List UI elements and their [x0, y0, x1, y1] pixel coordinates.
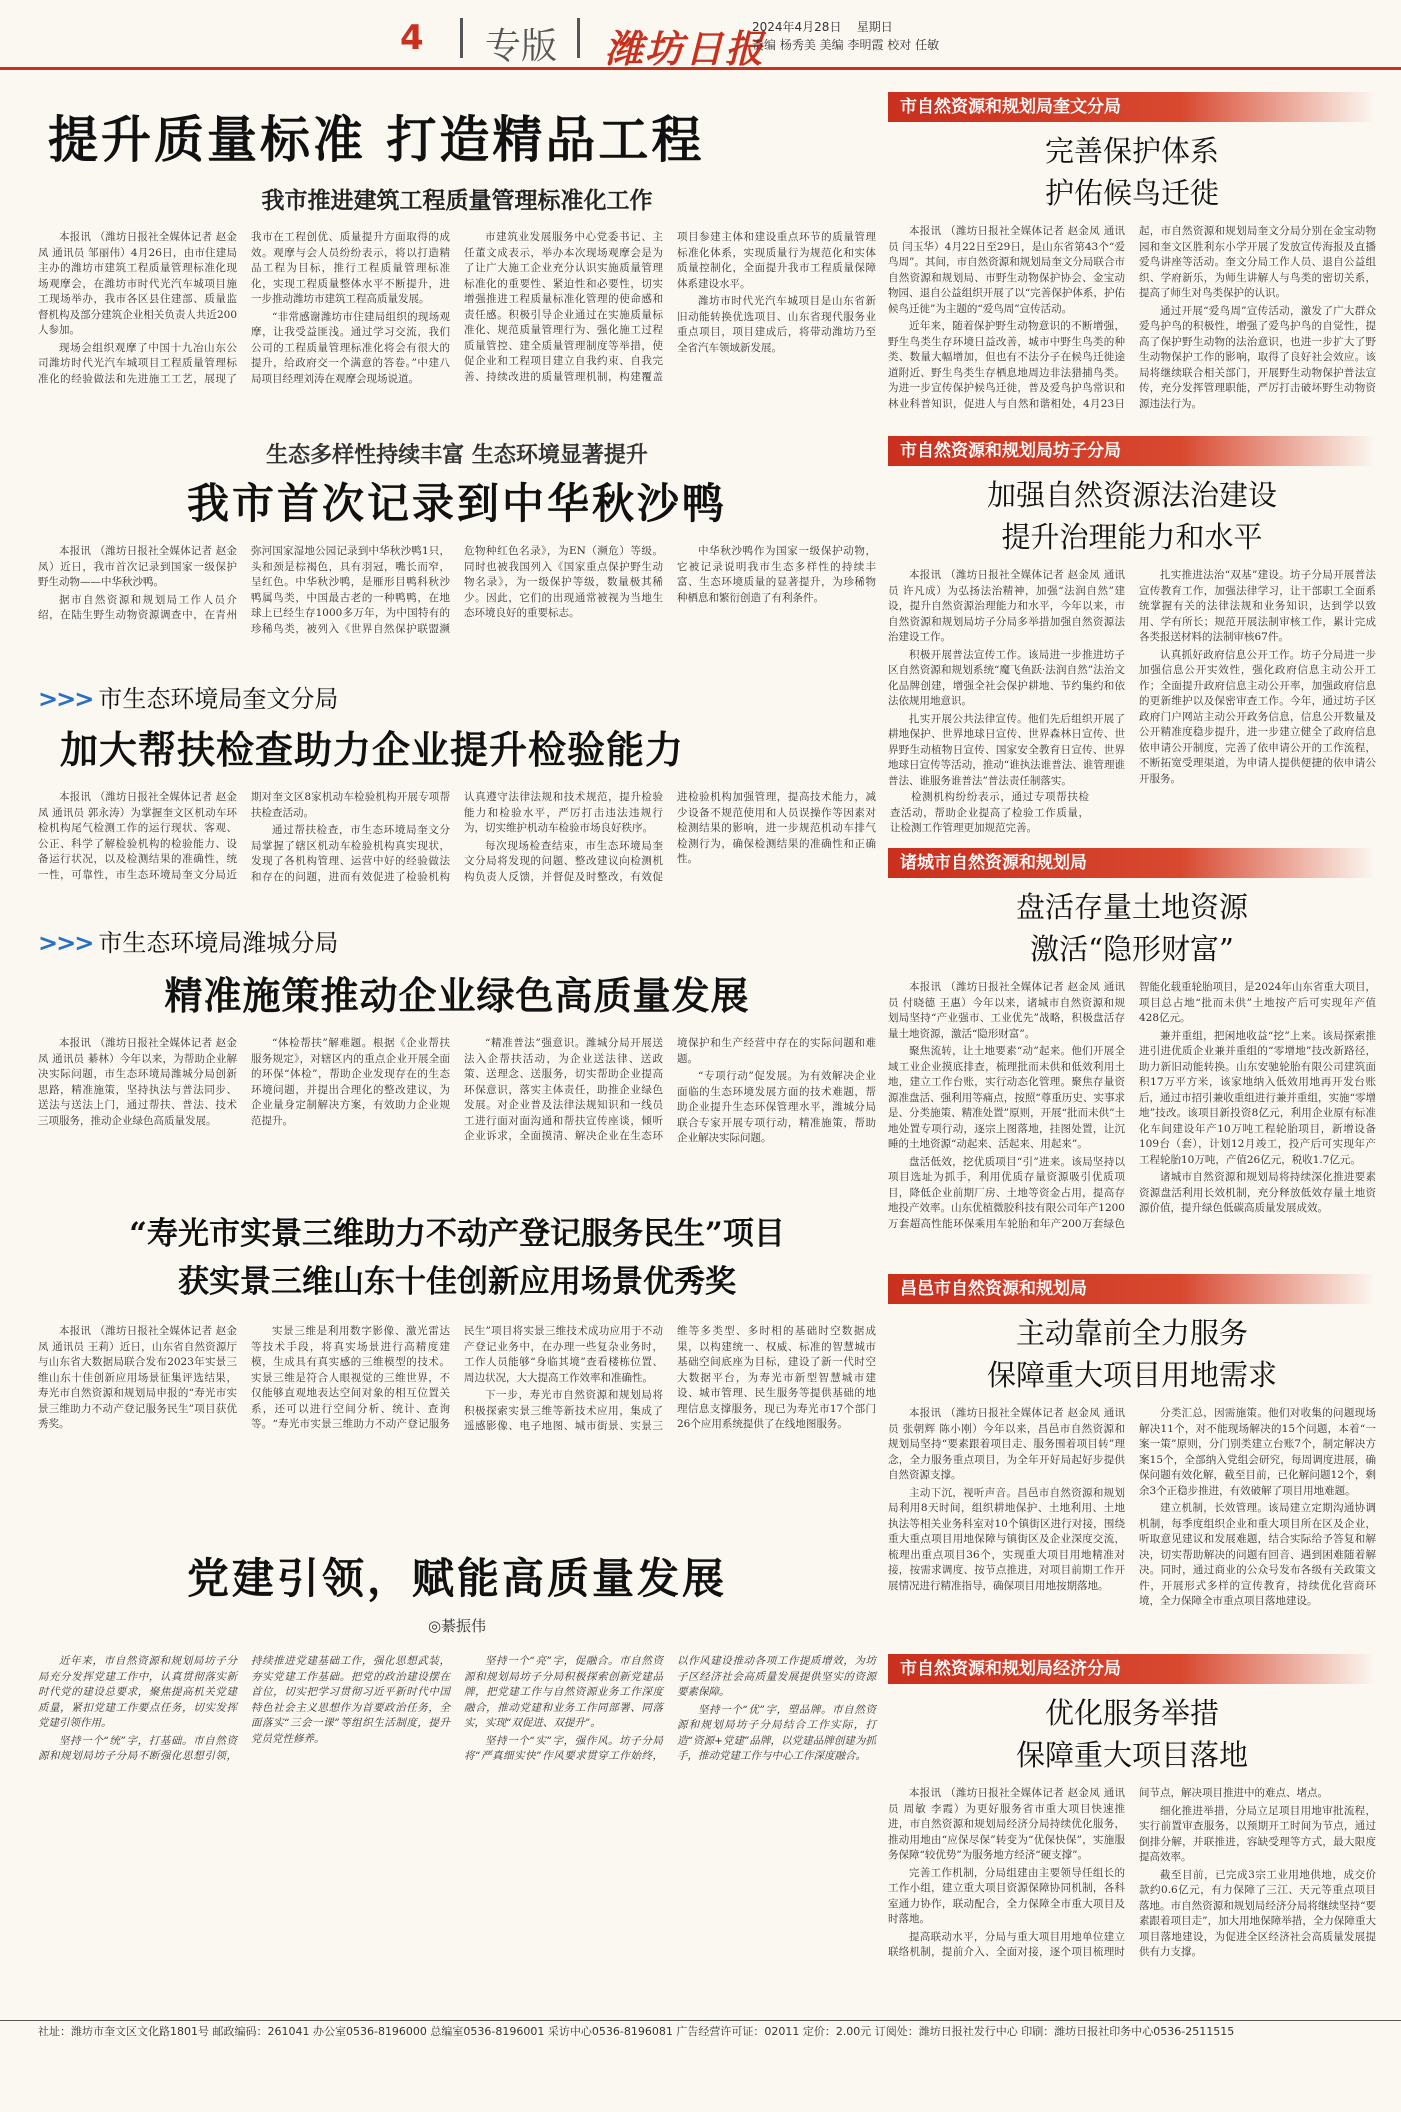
sidebar-article-kuiwen — [888, 92, 1376, 436]
paragraph: 本报讯 （潍坊日报社全媒体记者 赵金凤 通讯员 周敏 李霞）为更好服务省市重大项目快速推进，市自然资源和规划局经济分局持续优化服务，推动用地由“应保尽保”转变为“优保快保”，实施服务保障“较优势”为服务地方经济“硬支撑”。 — [888, 1787, 1125, 1861]
paragraph: 通过开展“爱鸟周”宣传活动，激发了广大群众爱鸟护鸟的积极性，增强了爱鸟护鸟的自觉性，提高了保护野生动物的法治意识，也进一步扩大了野生动物保护工作的影响，取得了良好社会效应。该局将继续联合相关部门，开展野生动物保护普法宣传，充分发挥管理职能，严厉打击破坏野生动物资源违法行为。 — [1139, 304, 1376, 410]
paragraph: “体检帮扶”解难题。根据《企业帮扶服务规定》，对辖区内的重点企业开展全面的环保“体检”，帮助企业发现存在的生态环境问题，并提出合理化的整改建议，为企业量身定制解决方案，有效助力企业规范提升。 — [251, 1037, 450, 1127]
section-band: 诸城市自然资源和规划局 — [888, 848, 1376, 878]
sidebar-article-changyi — [888, 1274, 1376, 1654]
headline-line-1: 盘活存量土地资源 — [1015, 890, 1248, 924]
paragraph: 坚持一个“亮”字，促融合。市自然资源和规划局坊子分局积极探索创新党建品牌，把党建工作与自然资源业务工作深度融合，推动党建和业务工作同部署、同落实，实现“双促进、双提升”。 — [464, 1655, 663, 1729]
headline-line-2: 保障重大项目用地需求 — [986, 1358, 1277, 1392]
headline-line-2: 护佑候鸟迁徙 — [1044, 176, 1219, 210]
paragraph: 通过帮扶检查，市生态环境局奎文分局掌握了辖区机动车检验机构真实现状，发现了各机构管理、运营中好的经验做法和存在的问题，进而有效促进了检验机构认真遵守法律法规和技术规范，提升检验能力和检验水平，严厉打击违法违规行为，切实维护机动车检验市场良好秩序。 — [251, 791, 663, 883]
article-3d-realscene — [38, 1212, 876, 1542]
paragraph: 兼并重组，把闲地收益“挖”上来。该局探索推进引进优质企业兼并重组的“零增地”技改新路径，助力新旧动能转换。山东安驰轮胎有限公司建筑面积17万平方米，该家地纳入低效用地再开发台账后，通过市招引兼收重组进行兼并重组，实施“零增地”技改。该项目新投资8亿元，利用企业原有标准化车间建设年产10万吨工程轮胎项目，新增设备109台（套），计划12月竣工，投产后可实现年产工程轮胎10万吨，产值26亿元，税收1.7亿元。 — [1139, 1029, 1376, 1166]
paragraph: 截至目前，已完成3宗工业用地供地，成交价款约0.6亿元，有力保障了三江、天元等重点项目落地。市自然资源和规划局经济分局将继续坚持“要素跟着项目走”，加大用地保障举措，全力保障重大项目落地建设，为促进全区经济社会高质量发展提供有力支撑。 — [1139, 1868, 1376, 1958]
paragraph: 扎实开展公共法律宣传。他们先后组织开展了耕地保护、世界地球日宣传、世界森林日宣传、世界野生动植物日宣传、国家安全教育日宣传、世界地球日宣传等活动，推动“谁执法谁普法、谁管理谁普法、谁服务谁普法”普法责任制落实。 — [888, 712, 1125, 787]
paragraph: 本报讯 （潍坊日报社全媒体记者 赵金凤 通讯员 王莉）近日，山东省自然资源厅与山东省大数据局联合发布2023年实景三维山东十佳创新应用场景征集评选结果，寿光市自然资源和规划局申报的“寿光市实景三维助力不动产登记服务民生”项目获优秀奖。 — [38, 1325, 237, 1430]
paragraph: 下一步，寿光市自然资源和规划局将积极探索实景三维等新技术应用，集成了遥感影像、电子地图、城市街景、实景三维等多类型、多时相的基础时空数据成果，以构建统一、权威、标准的智慧城市基础空间底座为目标，建设了新一代时空大数据平台，为寿光市新型智慧城市建设、城市管理、民生服务等提供基础的地理信息支撑服务，现已为寿光市17个部门26个应用系统提供了在线地图服务。 — [464, 1325, 876, 1432]
headline: 提升质量标准 打造精品工程 — [48, 110, 705, 169]
paragraph: 扎实推进法治“双基”建设。坊子分局开展普法宣传教育工作，加强法律学习，让干部职工全面系统掌握有关的法律法规和业务知识，达到学以致用、学有所长；规范开展法制审核工作，累计完成各类报送材料的法制审核67件。 — [1139, 569, 1376, 643]
byline: ◎綦振伟 — [427, 1617, 487, 1635]
paragraph: “精准普法”强意识。潍城分局开展送法入企帮扶活动，为企业送法律、送政策、送理念、送服务，切实帮助企业提高环保意识，落实主体责任，助推企业绿色发展。对企业普及法律法规知识和一线员工进行面对面沟通和帮扶宣传座谈，倾听企业诉求，全面摸清、解决企业在生态环境保护和生产经营中存在的实际问题和难题。 — [464, 1037, 876, 1142]
paragraph: 细化推进举措，分局立足项目用地审批流程，实行前置审查服务，以预期开工时间为节点，通过倒排分解，并联推进，容缺受理等方式，最大限度提高效率。 — [1139, 1804, 1376, 1863]
article-merganser — [38, 442, 876, 672]
paragraph: 坚持一个“统”字，打基础。市自然资源和规划局坊子分局不断强化思想引领，持续推进党建基础工作，强化思想武装，夯实党建工作基础。把党的政治建设摆在首位，切实把学习贯彻习近平新时代中国特色社会主义思想作为首要政治任务，全面落实“三会一课”等组织生活制度，提升党员党性修养。 — [38, 1655, 450, 1762]
sidebar-article-zhucheng — [888, 848, 1376, 1274]
article-body — [888, 980, 1376, 1270]
paragraph: 本报讯 （潍坊日报社全媒体记者 赵金凤 通讯员 许凡成）为弘扬法治精神，加强“法润自然”建设，提升自然资源治理能力和水平，今年以来，市自然资源和规划局坊子分局多举措加强自然资源法治建设工作。 — [888, 569, 1125, 643]
headline-line-2: 获实景三维山东十佳创新应用场景优秀奖 — [178, 1264, 736, 1300]
footer: 社址：潍坊市奎文区文化路1801号 邮政编码：261041 办公室0536-8196000 总编室0536-8196001 采访中心0536-8196081 广告经营许可证：02011 定价：2.00元 订阅处：潍坊日报社发行中心 印刷：潍坊日报社印务中心0536-2511515 — [0, 2020, 1401, 2042]
paragraph: “非常感谢潍坊市住建局组织的现场观摩，让我受益匪浅。通过学习交流，我们公司的工程质量管理标准化将会有很大的提升，给政府交一个满意的答卷。”中建八局项目经理刘涛在观摩会现场说道。 — [251, 310, 450, 385]
headline-line-1: 完善保护体系 — [1044, 134, 1219, 168]
article-construction-quality — [38, 110, 876, 420]
paragraph: 坚持一个“实”字，强作风。坊子分局将“严真细实快”作风要求贯穿工作始终，以作风建设推动各项工作提质增效，为坊子区经济社会高质量发展提供坚实的资源要素保障。 — [464, 1655, 876, 1762]
department-heading — [38, 928, 876, 958]
paragraph: 诸城市自然资源和规划局将持续深化推进要素资源盘活利用长效机制，充分释放低效存量土地资源价值，提升绿色低碳高质量发展成效。 — [1139, 1171, 1376, 1214]
article-body — [888, 224, 1376, 434]
section-band: 市自然资源和规划局经济分局 — [888, 1654, 1376, 1684]
article-body — [888, 568, 1376, 844]
headline: 党建引领，赋能高质量发展 — [186, 1554, 727, 1603]
paragraph: 盘活低效，挖优质项目“引”进来。该局坚持以项目选址为抓手，利用优质存量资源吸引优质项目，降低企业前期厂房、土地等资金占用，提高存地投产效率。山东优植微胶科技有限公司年产1200万套超高性能环保乘用车轮胎和年产200万套绿色智能化载重轮胎项目，是2024年山东省重大项目，项目总占地“批而未供”土地按产后可实现年产值428亿元。 — [888, 981, 1376, 1230]
article-body — [888, 1406, 1376, 1650]
paragraph: 本报讯 （潍坊日报社全媒体记者 赵金凤 通讯员 郭永涛）为掌握奎文区机动车环检机构尾气检测工作的运行现状、客观、公正、科学了解检验机构的检验能力、设备运行状况，以及检测结果的准确性，统一性，可靠性，市生态环境局奎文分局近期对奎文区8家机动车检验机构开展专项帮扶检查活动。 — [38, 791, 450, 881]
masthead-info — [752, 18, 939, 54]
sidebar-column — [888, 92, 1376, 1994]
headline-line-2: 提升治理能力和水平 — [1001, 520, 1263, 554]
paragraph: 坚持一个“优”字，塑品牌。市自然资源和规划局坊子分局结合工作实际，打造“资源+党建”品牌，以党建品牌创建为抓手，推动党建工作与中心工作深度融合。 — [677, 1703, 876, 1762]
article-green-development — [38, 928, 876, 1198]
paragraph: 本报讯 （潍坊日报社全媒体记者 赵金凤 通讯员 邹丽伟）4月26日，由市住建局主办的潍坊市建筑工程质量管理标准化现场观摩会，在潍坊市时代光汽车城项目施工现场举办，我市各区县住建部、质量监督机构及部分建筑企业相关负责人共近200人参加。 — [38, 231, 237, 336]
headline-line-2: 保障重大项目落地 — [1015, 1738, 1248, 1772]
paragraph: 积极开展普法宣传工作。该局进一步推进坊子区自然资源和规划系统“魔飞鱼跃·法润自然”法治文化品牌创建，增强全社会保护耕地、节约集约和依法依规用地意识。 — [888, 648, 1125, 707]
article-body — [38, 1036, 876, 1160]
headline: 我市首次记录到中华秋沙鸭 — [186, 479, 727, 528]
paragraph: 完善工作机制，分局组建由主要领导任组长的工作小组，建立重大项目资源保障协同机制，各科室通力协作，联动配合，全力保障全市重大项目及时落地。 — [888, 1866, 1125, 1925]
issue-weekday: 星期日 — [856, 20, 893, 34]
paragraph: 近年来，随着保护野生动物意识的不断增强，野生鸟类生存环境日益改善，城市中野生鸟类的种类、数量大幅增加，但也有不法分子在候鸟迁徙途道附近、野生鸟类生存栖息地周边非法猎捕鸟类。为进一步宣传保护候鸟迁徙，普及爱鸟护鸟常识和林业科普知识，促进人与自然和谐相处，4月23日起，市自然资源和规划局奎文分局分别在金宝动物园和奎文区胜利东小学开展了发放宣传海报及直播爱鸟讲座等活动。奎文分局工作人员、退自公益组织、学府新乐，为师生讲解人与鸟类的密切关系，提高了师生对鸟类保护的认识。 — [888, 225, 1376, 410]
sidebar-article-economic — [888, 1654, 1376, 1994]
department-name: 市生态环境局潍城分局 — [98, 929, 339, 957]
department-heading — [38, 684, 876, 714]
paragraph: 主动下沉，视听声音。昌邑市自然资源和规划局利用8天时间，组织耕地保护、土地利用、土地执法等相关业务科室对10个镇街区进行对接，围绕重大重点项目用地保障与镇街区及企业深度交流，梳理出重点项目36个，实现重大项目用地精准对接，按需求调度、按节点推进，对项目前期工作开展情况进行精准指导，确保项目用地按期落地。 — [888, 1486, 1125, 1592]
paragraph: 近年来，市自然资源和规划局坊子分局充分发挥党建工作中，认真贯彻落实新时代党的建设总要求，聚焦提高机关党建质量，紧扣党建工作要点任务，切实发挥党建引领作用。 — [38, 1655, 237, 1729]
paragraph: 市建筑业发展服务中心党委书记、主任董文成表示，举办本次现场观摩会是为了让广大施工企业充分认识实施质量管理标准化的重要性、紧迫性和必要性，切实增强推进工程质量标准化管理的使命感和责任感。积极引导企业通过在实施质量标准化、规范质量管理行为、强化施工过程质量管控、建全质量管理制度等举措，使促企业和工程项目建立自我约束、自我完善、持续改进的质量管理机制，构建覆盖项目参建主体和建设重点环节的质量管理标准化体系，实现质量行为规范化和实体质量控制化，全面提升我市工程质量保障体系建设水平。 — [464, 231, 876, 383]
headline-line-1: 主动靠前全力服务 — [1015, 1316, 1248, 1350]
headline-line-2: 激活“隐形财富” — [1030, 932, 1234, 966]
subheadline: 我市推进建筑工程质量管理标准化工作 — [261, 187, 653, 214]
paragraph: 据市自然资源和规划局工作人员介绍，在陆生野生动物资源调查中，在青州弥河国家湿地公园记录到中华秋沙鸭1只，头和颈是棕褐色，具有羽冠，嘴长而窄，呈红色。中华秋沙鸭，是雁形目鸭科秋沙鸭属鸟类，中国最古老的一种鸭鸭，在地球上已经生存1000多万年，为中国特有的珍稀鸟类，被列入《世界自然保护联盟濒危物种红色名录》，为EN（濒危）等级。同时也被我国列入《国家重点保护野生动物名录》，为一级保护等级，数量极其稀少。因此，它们的出现通常被视为当地生态环境良好的重要标志。 — [38, 545, 663, 635]
paragraph: 提高联动水平，分局与重大项目用地单位建立联络机制，提前介入、全面对接，逐个项目梳理时间节点，解决项目推进中的难点、堵点。 — [888, 1787, 1328, 1958]
paragraph: 认真抓好政府信息公开工作。坊子分局进一步加强信息公开实效性，强化政府信息主动公开工作；全面提升政府信息主动公开率，加强政府信息的更新维护以及保密审查工作。今年，通过坊子区政府门户网站主动公开政务信息，信息公开数量及公开精准度稳步提升，进一步建立健全了政府信息依申请公开制度，完善了依申请公开的工作流程，不断拓宽受理渠道，为申请人提供便捷的依申请公开服务。 — [1139, 648, 1376, 785]
paragraph: 现场会组织观摩了中国十九冶山东公司潍坊时代光汽车城项目工程质量管理标准化的经验做法和先进施工工艺，展现了我市在工程创优、质量提升方面取得的成效。观摩与会人员纷纷表示，将以打造精品工程为目标，推行工程质量管理标准化，实现工程质量整体水平不断提升，进一步推动潍坊市建筑工程高质量发展。 — [38, 231, 450, 385]
headline-line-1: 优化服务举措 — [1044, 1696, 1219, 1730]
section-band: 昌邑市自然资源和规划局 — [888, 1274, 1376, 1304]
headline: 加大帮扶检查助力企业提升检验能力 — [60, 727, 685, 772]
arrows-icon: >>> — [38, 929, 93, 957]
section-band: 市自然资源和规划局奎文分局 — [888, 92, 1376, 122]
paragraph: 每次现场检查结束，市生态环境局奎文分局将发现的问题、整改建议向检测机构负责人反馈，并督促及时整改，有效促进检验机构加强管理，提高技术能力，减少设备不规范使用和人员误操作等因素对检测结果的影响，进一步规范机动车排气检测行为，确保检测结果的准确性和正确性。 — [464, 791, 876, 883]
paragraph: 中华秋沙鸭作为国家一级保护动物，它被记录说明我市生态多样性的持续丰富、生态环境质量的显著提升，为珍稀物种栖息和繁衍创造了有利条件。 — [677, 545, 876, 604]
editors-line: 责编 杨秀美 美编 李明霞 校对 任敏 — [752, 38, 940, 52]
section-name: 专版 — [485, 26, 558, 67]
article-body — [38, 230, 876, 390]
paragraph: 建立机制，长效管理。该局建立定期沟通协调机制，每季度组织企业和重大项目所在区及企业，听取意见建议和发展难题，结合实际给予答复和解决，切实帮助解决的问题有回音、遇到困难随着解决。同时，通过商业的公众号发布各级有关政策文件，开展形式多样的宣传教育，持续优化营商环境，全力保障全市重点项目落地建设。 — [1139, 1502, 1376, 1607]
paragraph: “专项行动”促发展。为有效解决企业面临的生态环境发展方面的技术难题，帮助企业提升生态环保管理水平，潍城分局联合专家开展专项行动，精准施策，帮助企业解决实际问题。 — [677, 1070, 876, 1144]
issue-date: 2024年4月28日 — [752, 20, 842, 34]
paragraph: 本报讯 （潍坊日报社全媒体记者 赵金凤 通讯员 綦林）今年以来，为帮助企业解决实际问题，市生态环境局潍城分局创新思路，精准施策，坚持执法与普法同步、送法与送法上门，通过帮扶、普法、技术三项服务，推动企业绿色高质量发展。 — [38, 1037, 237, 1127]
page-number: 4 — [400, 18, 424, 58]
paragraph: 实景三维是利用数字影像、激光雷达等技术手段，将真实场景进行高精度建模，生成具有真实感的三维模型的技术。实景三维是符合人眼视觉的三维世界，不仅能够直观地表达空间对象的相互位置关系，还可以进行空间分析、统计、查询等。“寿光市实景三维助力不动产登记服务民生”项目将实景三维技术成功应用于不动产登记业务中，在办理一些复杂业务时，工作人员能够“身临其境”查看楼栋位置、周边状况，大大提高工作效率和准确性。 — [251, 1325, 663, 1430]
paragraph: 本报讯 （潍坊日报社全媒体记者 赵金凤 通讯员 付晓德 王惠）今年以来，诸城市自然资源和规划局坚持“产业强市、工业优先”战略，积极盘活存量土地资源，激活“隐形财富”。 — [888, 981, 1125, 1040]
paragraph: 本报讯 （潍坊日报社全媒体记者 赵金凤）近日，我市首次记录到国家一级保护野生动物——中华秋沙鸭。 — [38, 545, 237, 588]
headline-line-1: 加强自然资源法治建设 — [986, 478, 1277, 512]
paragraph: 聚焦流转，让土地要素“动”起来。他们开展全域工业企业摸底排查，梳理批而未供和低效利用土地，建立工作台账，实行动态化管理。聚焦存量资源准盘活、强利用等痛点，按照“尊重历史、实事求是、分类施策、精准处置”原则，开展“批而未供”土地处置专项行动，逐宗上图落地，挂图处置，让沉睡的土地资源“动起来、活起来、用起来”。 — [888, 1045, 1125, 1150]
divider-bar — [577, 18, 580, 58]
paragraph: 本报讯 （潍坊日报社全媒体记者 赵金凤 通讯员 闫玉华）4月22日至29日，是山东省第43个“爱鸟周”。其间，市自然资源和规划局奎文分局联合市自然资源和规划局、市野生动物保护协会、金宝动物园、退自公益组织开展了以“完善保护体系，护佑候鸟迁徙”为主题的“爱鸟周”宣传活动。 — [888, 225, 1125, 315]
article-body — [38, 544, 876, 638]
article-body — [38, 1324, 876, 1510]
article-body — [888, 1786, 1376, 1986]
newspaper-logo: 潍坊日报 — [605, 26, 766, 71]
paragraph: 分类汇总，因需施策。他们对收集的问题现场解决11个，对不能现场解决的15个问题，本着“一案一策”原则，分门别类建立台账7个，制定解决方案15个，全部纳入党组会研究，每周调度进展，确保问题有效化解，截至目前，已化解问题12个，剩余3个正稳步推进，有效破解了项目用地难题。 — [1139, 1407, 1376, 1497]
arrows-icon: >>> — [38, 685, 93, 713]
masthead — [0, 0, 1401, 70]
section-band: 市自然资源和规划局坊子分局 — [888, 436, 1376, 466]
headline: 精准施策推动企业绿色高质量发展 — [164, 973, 750, 1018]
headline-line-1: “寿光市实景三维助力不动产登记服务民生”项目 — [129, 1216, 785, 1252]
paragraph: 检测机构纷纷表示，通过专项帮扶检查活动，帮助企业提高了检验工作质量，让检测工作管理更加规范完善。 — [890, 791, 1089, 834]
paragraph: 本报讯 （潍坊日报社全媒体记者 赵金凤 通讯员 张朝辉 陈小刚）今年以来，昌邑市自然资源和规划局坚持“要素跟着项目走、服务围着项目转”理念，全力服务重点项目，为全年开好局起好步提供自然资源支撑。 — [888, 1407, 1125, 1481]
department-name: 市生态环境局奎文分局 — [98, 685, 339, 713]
sidebar-article-fangzi — [888, 436, 1376, 848]
kicker: 生态多样性持续丰富 生态环境显著提升 — [266, 442, 648, 468]
paragraph: 潍坊市时代光汽车城项目是山东省新旧动能转换优选项目、山东省现代服务业重点项目，项目建成后，将带动潍坊乃至全省汽车领域新发展。 — [677, 295, 876, 354]
divider-bar — [460, 18, 463, 58]
